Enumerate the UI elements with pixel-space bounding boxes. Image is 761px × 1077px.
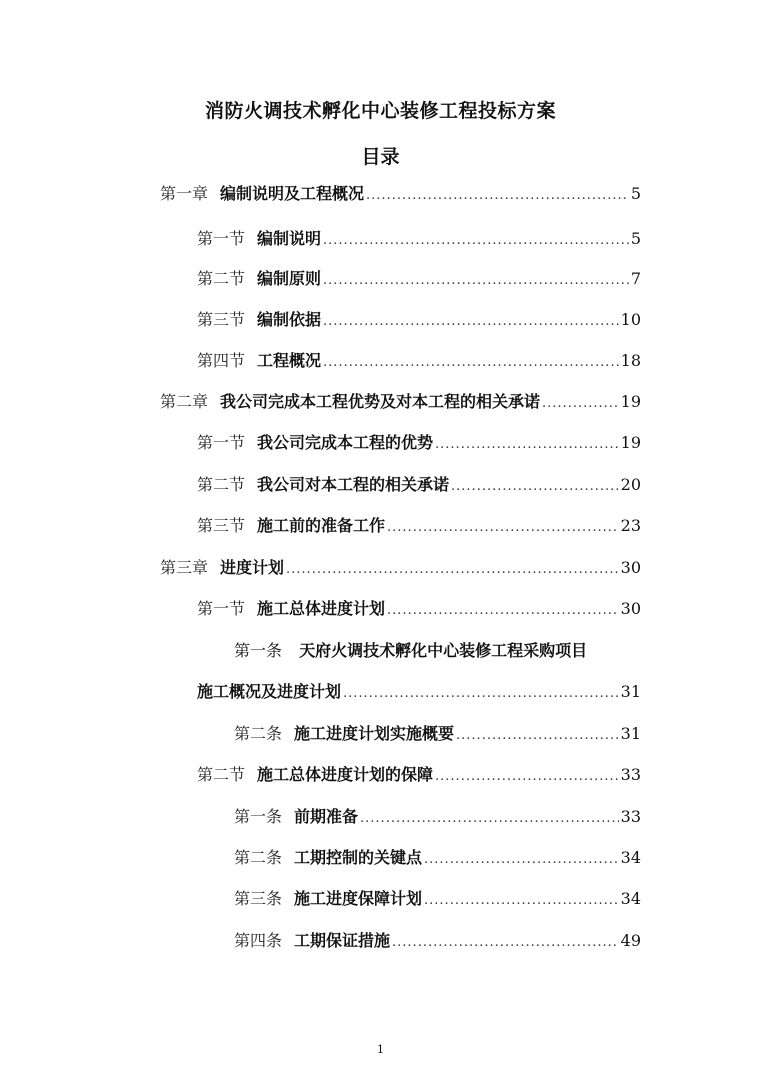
toc-leader <box>456 728 619 743</box>
toc-leader <box>286 562 619 577</box>
toc-number: 第三节 <box>197 310 246 329</box>
toc-number: 第二节 <box>197 269 246 288</box>
toc-page: 33 <box>620 807 641 826</box>
toc-text: 施工进度计划实施概要 <box>294 724 455 743</box>
toc-number: 第二章 <box>160 392 209 411</box>
toc-page: 19 <box>620 392 641 411</box>
toc-leader <box>323 314 619 329</box>
toc-number: 第一条 <box>234 641 283 660</box>
toc-number: 第一条 <box>234 807 283 826</box>
toc-page: 19 <box>620 433 641 452</box>
toc-entry[interactable] <box>234 928 641 952</box>
toc-number: 第二节 <box>197 765 246 784</box>
toc-page: 23 <box>620 516 641 535</box>
toc-entry-wrapped[interactable] <box>234 638 587 661</box>
toc-leader <box>424 852 619 867</box>
toc-entry[interactable] <box>197 762 641 786</box>
toc-entry[interactable] <box>197 226 641 250</box>
toc-text: 我公司对本工程的相关承诺 <box>257 475 450 494</box>
toc-leader <box>435 437 619 452</box>
toc-number: 第二条 <box>234 724 283 743</box>
toc-page: 20 <box>620 475 641 494</box>
toc-page: 30 <box>620 599 641 618</box>
toc-leader <box>387 603 619 618</box>
document-title: 消防火调技术孵化中心装修工程投标方案 <box>204 100 556 122</box>
toc-text: 编制原则 <box>257 269 322 288</box>
toc-page: 30 <box>620 558 641 577</box>
toc-number: 第一章 <box>160 184 209 203</box>
toc-leader <box>323 233 629 248</box>
toc-leader <box>366 188 629 203</box>
toc-leader <box>435 769 619 784</box>
toc-leader <box>392 935 619 950</box>
toc-entry[interactable] <box>234 721 641 745</box>
toc-number: 第三章 <box>160 558 209 577</box>
toc-page: 33 <box>620 765 641 784</box>
toc-page: 7 <box>630 269 641 288</box>
toc-page: 5 <box>630 184 641 203</box>
toc-leader <box>387 520 619 535</box>
toc-entry[interactable] <box>234 845 641 869</box>
toc-entry[interactable] <box>197 513 641 537</box>
toc-text: 施工总体进度计划 <box>257 599 386 618</box>
toc-text: 编制说明及工程概况 <box>220 184 365 203</box>
toc-text: 施工前的准备工作 <box>257 516 386 535</box>
toc-page: 31 <box>620 682 641 701</box>
toc-entry[interactable] <box>234 804 641 828</box>
toc-text: 前期准备 <box>294 807 359 826</box>
toc-entry[interactable] <box>160 389 641 413</box>
toc-number: 第二节 <box>197 475 246 494</box>
toc-page: 31 <box>620 724 641 743</box>
toc-entry[interactable] <box>197 596 641 620</box>
toc-page: 5 <box>630 229 641 248</box>
toc-entry[interactable] <box>197 472 641 496</box>
toc-text: 工程概况 <box>257 351 322 370</box>
toc-text: 我公司完成本工程优势及对本工程的相关承诺 <box>220 392 541 411</box>
toc-text: 编制依据 <box>257 310 322 329</box>
toc-leader <box>360 811 619 826</box>
toc-text: 我公司完成本工程的优势 <box>257 433 434 452</box>
toc-leader <box>343 686 619 701</box>
toc-heading: 目录 <box>361 146 400 168</box>
toc-entry[interactable] <box>197 266 641 290</box>
toc-text: 工期控制的关键点 <box>294 848 423 867</box>
toc-leader <box>451 479 619 494</box>
toc-number: 第三条 <box>234 889 283 908</box>
toc-leader <box>323 355 619 370</box>
toc-text: 工期保证措施 <box>294 931 391 950</box>
toc-number: 第四节 <box>197 351 246 370</box>
toc-text: 天府火调技术孵化中心装修工程采购项目 <box>299 641 588 660</box>
toc-entry[interactable] <box>160 555 641 579</box>
toc-page: 10 <box>620 310 641 329</box>
toc-number: 第三节 <box>197 516 246 535</box>
toc-number: 第一节 <box>197 599 246 618</box>
toc-entry[interactable] <box>160 181 641 205</box>
toc-number: 第一节 <box>197 229 246 248</box>
toc-leader <box>323 273 629 288</box>
toc-page: 49 <box>620 931 641 950</box>
toc-text: 施工概况及进度计划 <box>197 682 342 701</box>
toc-text: 进度计划 <box>220 558 285 577</box>
toc-text: 施工进度保障计划 <box>294 889 423 908</box>
toc-entry[interactable] <box>197 307 641 331</box>
toc-text: 施工总体进度计划的保障 <box>257 765 434 784</box>
toc-page: 34 <box>620 889 641 908</box>
toc-leader <box>542 396 619 411</box>
toc-entry-continuation[interactable] <box>197 679 641 703</box>
toc-page: 34 <box>620 848 641 867</box>
toc-text: 编制说明 <box>257 229 322 248</box>
toc-page: 18 <box>620 351 641 370</box>
toc-entry[interactable] <box>234 886 641 910</box>
toc-number: 第一节 <box>197 433 246 452</box>
toc-entry[interactable] <box>197 430 641 454</box>
toc-number: 第二条 <box>234 848 283 867</box>
toc-number: 第四条 <box>234 931 283 950</box>
toc-leader <box>424 893 619 908</box>
toc-entry[interactable] <box>197 348 641 372</box>
page-number: 1 <box>377 1043 384 1056</box>
